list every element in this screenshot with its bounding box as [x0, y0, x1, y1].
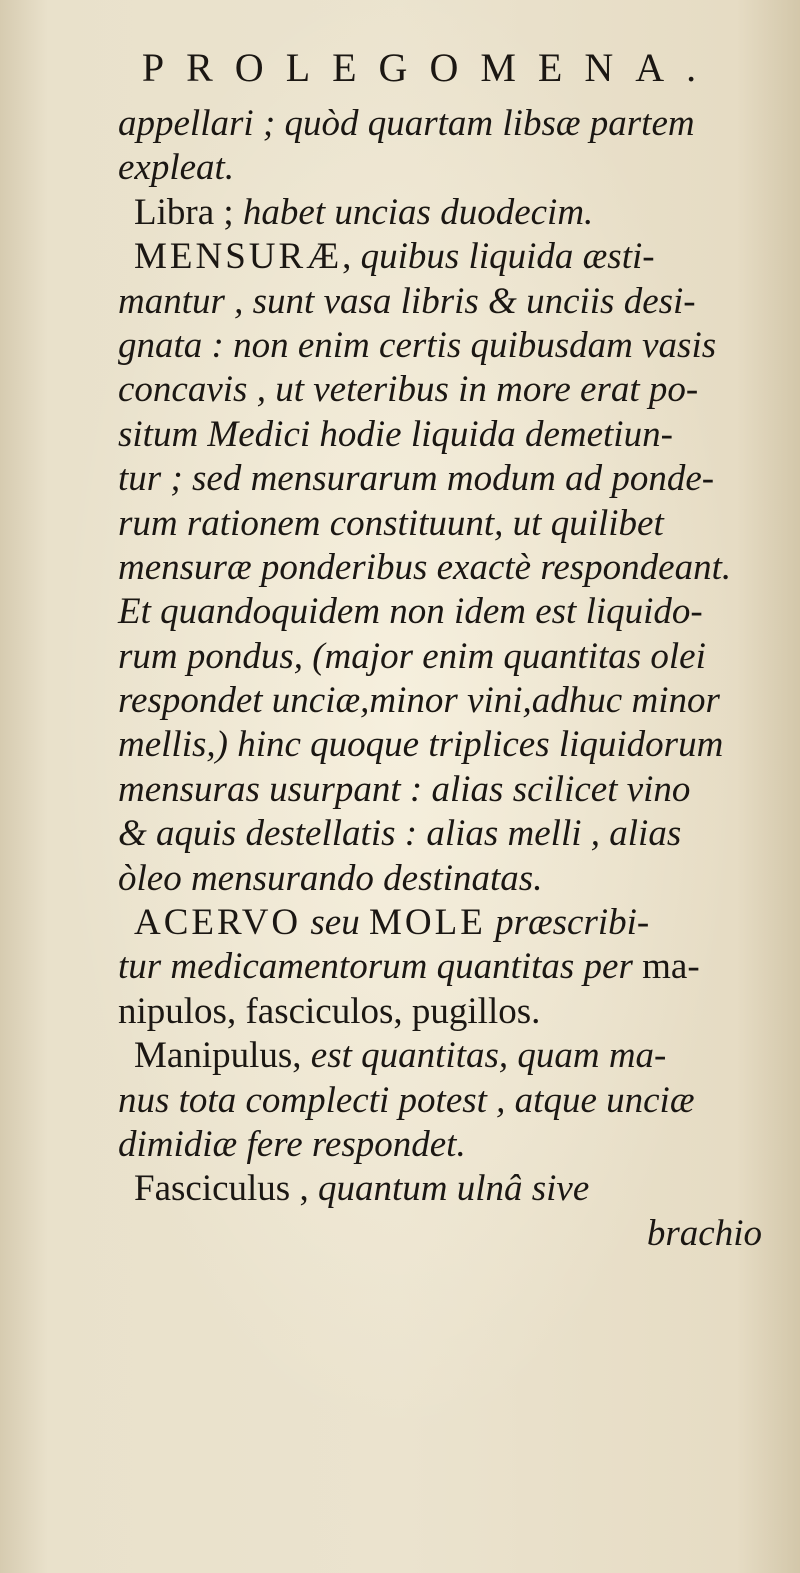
italic-text: expleat.: [118, 147, 235, 189]
italic-text: concavis , ut veteribus in more erat po-: [118, 369, 699, 411]
text-line: [118, 146, 790, 190]
text-line: [118, 945, 790, 989]
text-line: [118, 413, 790, 457]
small-caps-word: ACERVO: [134, 902, 302, 944]
text-line: [118, 457, 790, 501]
roman-text: Fasciculus ,: [134, 1168, 318, 1210]
italic-text: mensuræ ponderibus exactè respondeant.: [118, 546, 732, 588]
text-line: [118, 1167, 790, 1211]
italic-text: òleo mensurando destinatas.: [118, 857, 543, 899]
text-line: [118, 502, 790, 546]
italic-text: seu: [301, 902, 369, 944]
text-line: [118, 723, 790, 767]
running-head: PROLEGOMENA.: [141, 45, 719, 90]
italic-text: nus tota complecti potest , atque unciæ: [118, 1079, 695, 1121]
text-line: [118, 812, 790, 856]
italic-text: est quantitas, quam ma-: [310, 1035, 667, 1077]
italic-text: appellari ; quòd quartam libsæ partem: [118, 103, 695, 144]
italic-text: dimidiæ fere respondet.: [118, 1123, 466, 1165]
text-line: [118, 1034, 790, 1078]
text-line: [118, 679, 790, 723]
text-line: [118, 102, 790, 146]
text-line: [118, 1123, 790, 1167]
italic-text: respondet unciæ,minor vini,adhuc minor: [118, 680, 720, 722]
roman-text: Manipulus,: [134, 1035, 311, 1077]
text-line: [118, 368, 790, 412]
small-caps-word: MOLE: [368, 902, 486, 944]
italic-text: gnata : non enim certis quibusdam vasis: [118, 324, 717, 366]
text-line: [118, 857, 790, 901]
italic-text: brachio: [646, 1212, 762, 1254]
italic-text: rum pondus, (major enim quantitas olei: [118, 635, 706, 677]
italic-text: & aquis destellatis : alias melli , alias: [118, 813, 682, 855]
text-line: [118, 635, 790, 679]
text-line: [118, 901, 790, 945]
text-line: [118, 546, 790, 590]
italic-text: habet uncias duodecim.: [242, 191, 594, 233]
italic-text: tur medicamentorum quantitas per: [118, 946, 643, 988]
text-line: [118, 280, 790, 324]
italic-text: quantum ulnâ sive: [317, 1168, 590, 1210]
text-line: [118, 1079, 790, 1123]
text-line: [118, 1212, 790, 1256]
text-line: [118, 324, 790, 368]
roman-text: Libra ;: [134, 191, 243, 233]
small-caps-word: MENSURÆ: [134, 236, 343, 278]
roman-text: ma-: [642, 946, 700, 988]
italic-text: quibus liquida æsti-: [360, 236, 655, 278]
text-line: [118, 768, 790, 812]
text-line: [118, 235, 790, 279]
italic-text: mensuras usurpant : alias scilicet vino: [118, 768, 691, 810]
roman-text: nipulos, fasciculos, pugillos.: [118, 990, 541, 1032]
text-line: [118, 191, 790, 235]
italic-text: mantur , sunt vasa libris & unciis desi-: [118, 280, 696, 322]
text-line: [118, 590, 790, 634]
italic-text: mellis,) hinc quoque triplices liquidorum: [118, 724, 724, 766]
italic-text: tur ; sed mensurarum modum ad ponde-: [118, 458, 715, 500]
italic-text: Et quandoquidem non idem est liquido-: [118, 591, 703, 633]
text-line: [118, 990, 790, 1034]
italic-text: situm Medici hodie liquida demetiun-: [118, 413, 673, 455]
body-text: [118, 102, 790, 1256]
italic-text: rum rationem constituunt, ut quilibet: [118, 502, 664, 544]
roman-text: ,: [342, 236, 361, 278]
italic-text: præscribi-: [485, 902, 650, 944]
